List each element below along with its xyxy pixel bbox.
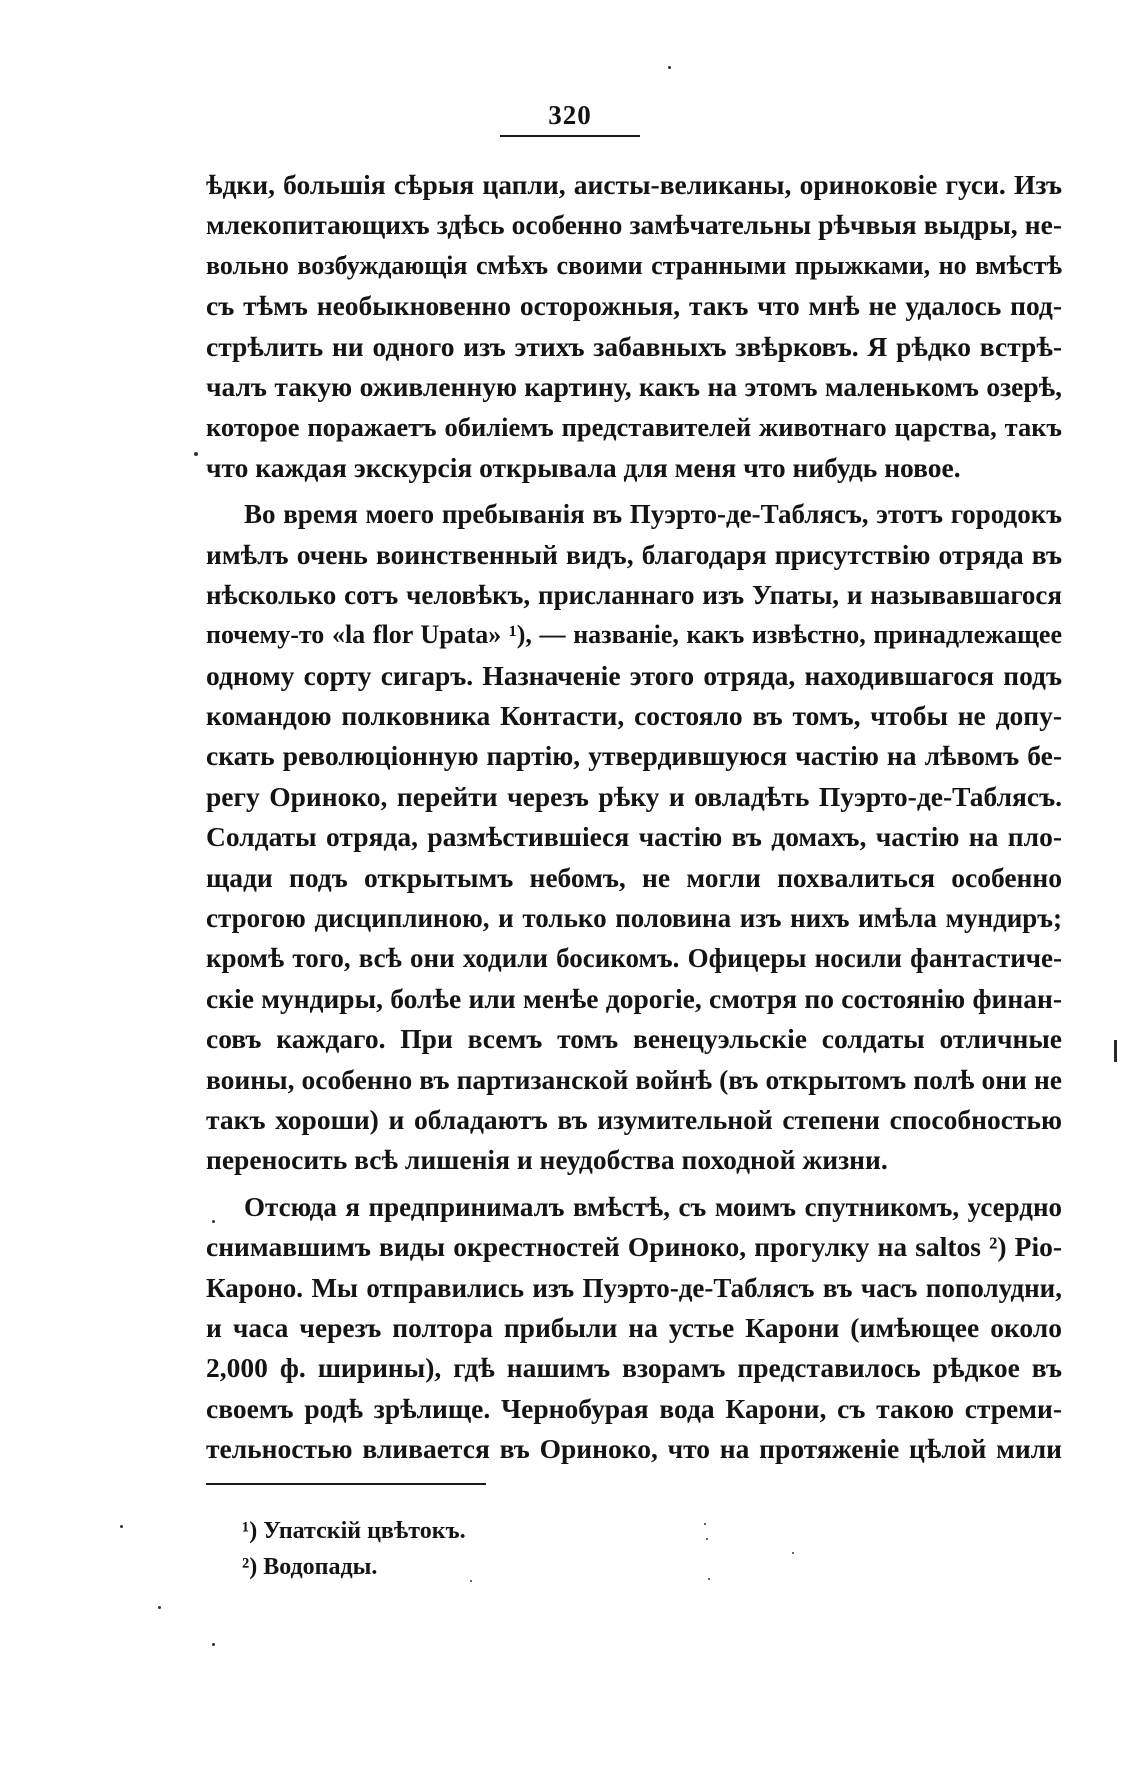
text-line: совъ каждаго. При всемъ томъ венецуэльскіе солдаты отличные — [206, 1023, 1062, 1055]
footnotes — [242, 1513, 466, 1585]
text-line: съ тѣмъ необыкновенно осторожныя, такъ что мнѣ не удалось под- — [206, 290, 1062, 322]
text-line: одному сорту сигаръ. Назначеніе этого отряда, находившагося подъ — [206, 659, 1062, 691]
scan-speck — [194, 452, 198, 456]
scan-speck — [470, 1580, 472, 1582]
text-line: нѣсколько сотъ человѣкъ, присланнаго изъ Упаты, и называвшагося — [206, 579, 1062, 610]
footnote-separator — [206, 1483, 486, 1485]
body-text — [206, 165, 1062, 1470]
scan-edge-mark — [1114, 1040, 1117, 1062]
text-line: тельностью вливается въ Ориноко, что на протяженіе цѣлой мили — [206, 1433, 1062, 1465]
scan-speck — [706, 1538, 708, 1540]
text-line: имѣлъ очень воинственный видъ, благодаря присутствію отряда въ — [206, 538, 1062, 570]
scan-speck — [668, 66, 671, 69]
scan-speck — [120, 1525, 123, 1528]
text-line: что каждая экскурсія открывала для меня что нибудь новое. — [206, 451, 961, 483]
text-line: строгою дисциплиною, и только половина изъ нихъ имѣла мундиръ; — [206, 903, 1062, 934]
text-line: чалъ такую оживленную картину, какъ на этомъ маленькомъ озерѣ, — [206, 370, 1062, 402]
scan-speck — [158, 1606, 161, 1609]
text-line: Во время моего пребыванія въ Пуэрто-де-Таблясъ, этотъ городокъ — [244, 499, 1062, 530]
text-line: Кароно. Мы отправились изъ Пуэрто-де-Таблясъ въ часъ пополудни, — [206, 1272, 1062, 1303]
text-line: своемъ родѣ зрѣлище. Чернобурая вода Карони, съ такою стреми- — [206, 1392, 1062, 1424]
scan-speck — [708, 1578, 710, 1580]
text-line: регу Ориноко, перейти черезъ рѣку и овладѣть Пуэрто-де-Таблясъ. — [206, 780, 1062, 812]
text-line: скіе мундиры, болѣе или менѣе дорогіе, смотря по состоянію финан- — [206, 982, 1062, 1014]
text-line: командою полковника Контасти, состояло въ томъ, чтобы не допу- — [206, 700, 1062, 732]
text-line: кромѣ того, всѣ они ходили босикомъ. Офицеры носили фантастиче- — [206, 943, 1062, 974]
scan-speck — [212, 1643, 215, 1646]
text-line: почему-то «la flor Upata» ¹), — названіе, какъ извѣстно, принадлежащее — [206, 620, 1062, 650]
text-line: и часа черезъ полтора прибыли на устье Карони (имѣющее около — [206, 1311, 1062, 1343]
text-line: стрѣлить ни одного изъ этихъ забавныхъ звѣрковъ. Я рѣдко встрѣ- — [206, 330, 1062, 362]
text-line: 2,000 ф. ширины), гдѣ нашимъ взорамъ представилось рѣдкое въ — [206, 1352, 1062, 1384]
text-line: скать революціонную партію, утвердившуюся частію на лѣвомъ бе- — [206, 740, 1062, 772]
text-line: снимавшимъ виды окрестностей Ориноко, прогулку на saltos ²) Ріо- — [206, 1231, 1062, 1263]
scan-speck — [704, 1523, 706, 1525]
text-line: такъ хороши) и обладаютъ въ изумительной степени способностью — [206, 1103, 1062, 1135]
text-line: Отсюда я предпринималъ вмѣстѣ, съ моимъ спутникомъ, усердно — [244, 1191, 1062, 1222]
text-line: млекопитающихъ здѣсь особенно замѣчательны рѣчвыя выдры, не- — [206, 209, 1062, 241]
page-number: 320 — [500, 100, 640, 137]
footnote: ¹) Упатскій цвѣтокъ. — [242, 1518, 466, 1544]
text-line: щади подъ открытымъ небомъ, не могли похвалиться особенно — [206, 861, 1062, 893]
footnote: ²) Водопады. — [242, 1554, 378, 1580]
scan-speck — [212, 1220, 215, 1223]
text-line: вольно возбуждающія смѣхъ своими странными прыжками, но вмѣстѣ — [206, 250, 1062, 280]
text-line: Солдаты отряда, размѣстившіеся частію въ домахъ, частію на пло- — [206, 821, 1062, 853]
text-line: ѣдки, большія сѣрыя цапли, аисты-великаны, ориноковіе гуси. Изъ — [206, 169, 1062, 200]
text-line: воины, особенно въ партизанской войнѣ (въ открытомъ полѣ они не — [206, 1063, 1062, 1095]
text-line: которое поражаетъ обиліемъ представителей животнаго царства, такъ — [206, 412, 1062, 443]
scan-speck — [792, 1552, 794, 1554]
text-line: переносить всѣ лишенія и неудобства походной жизни. — [206, 1144, 888, 1176]
